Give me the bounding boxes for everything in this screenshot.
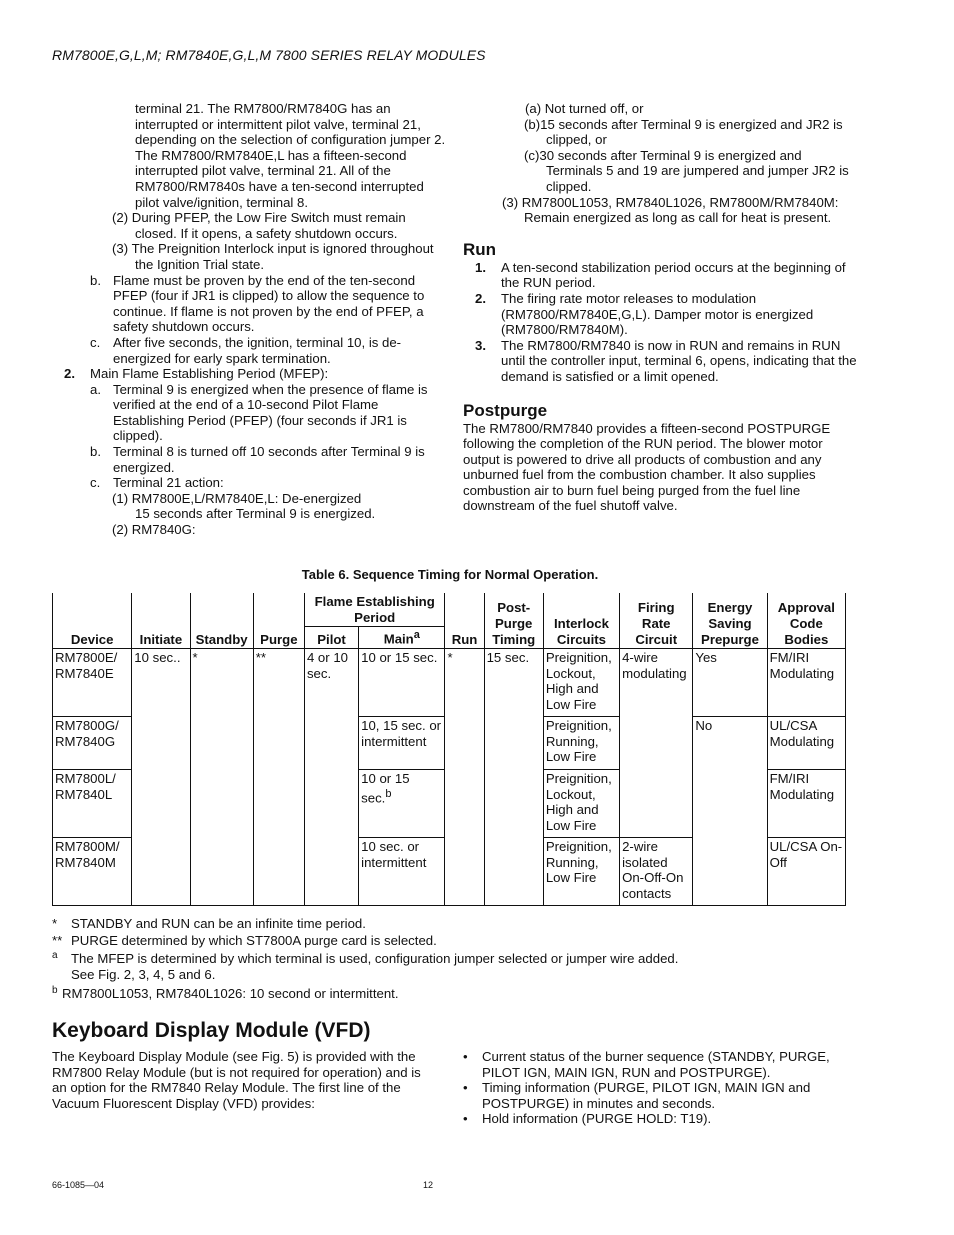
cell-approval: FM/IRI Modulating — [767, 649, 845, 717]
col-header-standby: Standby — [190, 591, 253, 649]
run-heading: Run — [463, 239, 497, 259]
col-header-initiate: Initiate — [132, 591, 190, 649]
cell-device: RM7800G/ RM7840G — [53, 717, 132, 770]
terminal21-item-b: (b)15 seconds after Terminal 9 is energized and JR2 is clipped, or — [524, 116, 843, 148]
pfep-item-b — [52, 273, 447, 335]
cell-main: 10 sec. or intermittent — [359, 838, 445, 906]
bullet: • — [463, 1080, 468, 1096]
kdm-heading: Keyboard Display Module (VFD) — [52, 1019, 371, 1042]
mfep-item-c — [52, 475, 447, 491]
item-marker: b. — [90, 444, 101, 460]
footnote-text: The MFEP is determined by which terminal is used, configuration jumper selected or jumper wire added. — [71, 951, 679, 967]
list-item — [463, 1049, 853, 1080]
footnote-text: RM7800L1053, RM7840L1026: 10 second or intermittent. — [62, 986, 399, 1002]
item-text: Flame must be proven by the end of the ten-second PFEP (four if JR1 is clipped) to allow the sequence to continue. If flame is not proven by the end of PFEP, a safety shutdown occurs. — [113, 272, 425, 335]
table-header-row — [53, 591, 846, 627]
item-text: Terminal 21 action: — [113, 475, 224, 491]
item-marker: (2) — [112, 210, 129, 226]
item-text: Terminal 8 is turned off 10 seconds after Terminal 9 is energized. — [113, 444, 425, 475]
item-text: The firing rate motor releases to modulation (RM7800/RM7840E,G,L). Damper motor is energized (RM7800/RM7840M). — [501, 290, 814, 338]
right-column — [463, 101, 858, 514]
mfep-item-c1-cont: 15 seconds after Terminal 9 is energized. — [135, 506, 376, 522]
running-header: RM7800E,G,L,M; RM7840E,G,L,M 7800 SERIES RELAY MODULES — [52, 47, 486, 63]
cell-energy: No — [693, 717, 767, 906]
mfep-item — [52, 366, 447, 382]
list-item — [463, 1111, 853, 1127]
cell-postpurge: 15 sec. — [484, 649, 543, 906]
cell-firing: 2-wire isolated On-Off-On contacts — [620, 838, 693, 906]
footnote-mark: * — [52, 916, 58, 931]
footnote-text: PURGE determined by which ST7800A purge card is selected. — [71, 932, 437, 948]
item-marker: (3) — [112, 241, 129, 257]
item-marker: 3. — [475, 337, 486, 353]
spacer — [463, 226, 858, 240]
cell-text: 10 or 15 sec. — [361, 771, 410, 806]
footnote-text: STANDBY and RUN can be an infinite time period. — [71, 916, 366, 931]
cell-interlock: Preignition, Lockout, High and Low Fire — [543, 770, 619, 838]
footnote-ref: a — [413, 629, 420, 642]
cell-interlock: Preignition, Lockout, High and Low Fire — [543, 649, 619, 717]
col-header-device: Device — [53, 591, 132, 649]
col-header-purge: Purge — [253, 591, 304, 649]
spacer — [463, 385, 858, 401]
cell-device: RM7800M/ RM7840M — [53, 838, 132, 906]
item-text: During PFEP, the Low Fire Switch must remain closed. If it opens, a safety shutdown occurs. — [131, 210, 406, 241]
item-text: The Preignition Interlock input is ignored throughout the Ignition Trial state. — [131, 241, 434, 272]
col-header-main — [359, 627, 445, 649]
table-row — [53, 649, 846, 717]
cell-pilot: 4 or 10 sec. — [304, 649, 358, 906]
cell-energy: Yes — [693, 649, 767, 717]
item-marker: c. — [90, 334, 101, 350]
cell-run: * — [445, 649, 484, 906]
run-item — [463, 291, 858, 338]
mfep-item-c2: (2) RM7840G: — [112, 522, 196, 538]
doc-number: 66-1085—04 — [52, 1180, 105, 1190]
kdm-bullet-list — [463, 1049, 853, 1127]
terminal21-item-a: (a) Not turned off, or — [525, 101, 644, 116]
kdm-intro: The Keyboard Display Module (see Fig. 5) is provided with the RM7800 Relay Module (but is not required for operation) and is an option for the RM7840 Relay Module. The first line of the Vacuum Fluorescent Display (VFD) provides: — [52, 1049, 421, 1111]
pfep-item-c — [52, 335, 447, 366]
header-text: Main — [383, 631, 414, 647]
terminal21-item-3: (3) RM7800L1053, RM7840L1026, RM7800M/RM7840M: Remain energized as long as call for heat is present. — [502, 194, 839, 226]
cell-device: RM7800L/ RM7840L — [53, 770, 132, 838]
item-marker: c. — [90, 475, 101, 491]
list-item-text: Current status of the burner sequence (STANDBY, PURGE, PILOT IGN, MAIN IGN, RUN and POSTPURGE). — [482, 1049, 830, 1080]
cell-approval: UL/CSA On-Off — [767, 838, 845, 906]
cell-purge: ** — [253, 649, 304, 906]
col-header-energy: Energy Saving Prepurge — [693, 591, 767, 649]
item-marker: 2. — [475, 290, 486, 306]
col-header-flame: Flame Establishing Period — [304, 591, 445, 627]
cell-standby: * — [190, 649, 253, 906]
footnote — [52, 951, 752, 982]
cell-approval: FM/IRI Modulating — [767, 770, 845, 838]
footnote-mark: a — [52, 950, 58, 962]
item-text: After five seconds, the ignition, terminal 10, is de-energized for early spark termination. — [113, 334, 402, 366]
item-marker: b. — [90, 272, 101, 288]
col-header-interlock: Interlock Circuits — [543, 591, 619, 649]
item-marker: 2. — [64, 366, 75, 382]
col-header-approval: Approval Code Bodies — [767, 591, 845, 649]
col-header-run: Run — [445, 591, 484, 649]
postpurge-paragraph: The RM7800/RM7840 provides a fifteen-second POSTPURGE following the completion of the RUN period. The blower motor output is powered to drive all products of combustion and any unburned fuel from the combustion chamber. It also supplies combustion air to burn fuel being purged from the fuel line downstream of the fuel shutoff valve. — [463, 420, 831, 514]
cell-interlock: Preignition, Running, Low Fire — [543, 838, 619, 906]
table-footnotes — [52, 916, 752, 1002]
cell-main: 10 or 15 sec. — [359, 649, 445, 717]
col-header-postpurge: Post-Purge Timing — [484, 591, 543, 649]
footnote — [52, 916, 752, 932]
cell-firing: 4-wire modulating — [620, 649, 693, 838]
run-item — [463, 260, 858, 291]
item-marker: 1. — [475, 259, 486, 275]
footnote-text: See Fig. 2, 3, 4, 5 and 6. — [71, 966, 216, 982]
col-header-pilot: Pilot — [304, 627, 358, 649]
footnote-mark: ** — [52, 932, 63, 948]
cell-device: RM7800E/ RM7840E — [53, 649, 132, 717]
cell-approval: UL/CSA Modulating — [767, 717, 845, 770]
footnote — [52, 986, 752, 1002]
table-caption: Table 6. Sequence Timing for Normal Operation. — [301, 567, 599, 582]
footnote — [52, 933, 752, 949]
cell-initiate: 10 sec.. — [132, 649, 190, 906]
mfep-item-c1: (1) RM7800E,L/RM7840E,L: De-energized — [112, 490, 362, 506]
pfep-item-2 — [52, 210, 447, 241]
terminal21-item-c: (c)30 seconds after Terminal 9 is energized and Terminals 5 and 19 are jumpered and jumper JR2 is clipped. — [524, 147, 849, 194]
mfep-item-a — [52, 382, 447, 444]
item-text: A ten-second stabilization period occurs at the beginning of the RUN period. — [501, 259, 846, 291]
page-number: 12 — [423, 1180, 434, 1190]
list-item-text: Hold information (PURGE HOLD: T19). — [482, 1111, 712, 1127]
item-text: Main Flame Establishing Period (MFEP): — [90, 366, 329, 382]
item-text: Terminal 9 is energized when the presence of flame is verified at the end of a 10-second Pilot Flame Establishing Period (PFEP) (four seconds if JR1 is clipped). — [113, 381, 428, 444]
item-marker: a. — [90, 381, 101, 397]
col-header-firing: Firing Rate Circuit — [620, 591, 693, 649]
postpurge-heading: Postpurge — [463, 400, 548, 420]
item-text: The RM7800/RM7840 is now in RUN and remains in RUN until the controller input, terminal 6, opens, indicating that the demand is satisfied or a limit opened. — [501, 337, 857, 384]
mfep-item-b — [52, 444, 447, 475]
run-item — [463, 338, 858, 385]
left-column — [52, 101, 447, 538]
list-item — [463, 1080, 853, 1111]
cell-main: 10, 15 sec. or intermittent — [359, 717, 445, 770]
bullet: • — [463, 1049, 468, 1064]
pfep-continued-paragraph: terminal 21. The RM7800/RM7840G has an interrupted or intermittent pilot valve, terminal 21, depending on the selection of configuration jumper 2. The RM7800/RM7840E,L has a fifteen-second interrupted pilot valve, terminal 21. All of the RM7800/RM7840s have a ten-second interrupted pilot valve/ignition, terminal 8. — [135, 101, 446, 210]
cell-main — [359, 770, 445, 838]
footnote-ref: b — [385, 787, 392, 800]
footnote-mark: b — [52, 985, 58, 997]
sequence-timing-table — [52, 589, 846, 906]
cell-interlock: Preignition, Running, Low Fire — [543, 717, 619, 770]
pfep-item-3 — [52, 241, 447, 272]
list-item-text: Timing information (PURGE, PILOT IGN, MAIN IGN and POSTPURGE) in minutes and seconds. — [482, 1080, 811, 1111]
bullet: • — [463, 1111, 468, 1127]
